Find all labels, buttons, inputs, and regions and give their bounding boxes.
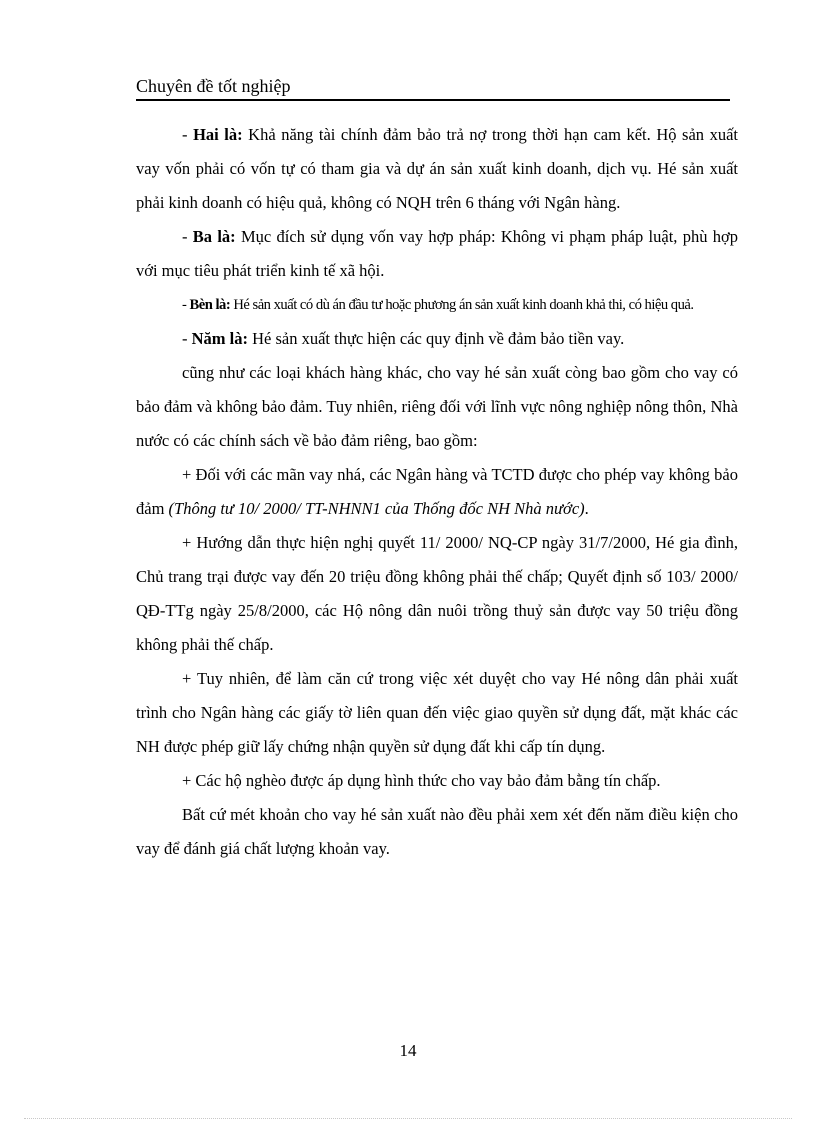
paragraph-small-loans <box>136 458 738 526</box>
paragraph-text: + Đối với các mãn vay nhá, các Ngân hàng và TCTD được cho phép vay không bảo đảm <box>136 465 738 518</box>
paragraph-condition-5: - Năm là: Hé sản xuất thực hiện các quy định về đảm bảo tiền vay. <box>182 329 625 348</box>
page-number: 14 <box>399 1041 417 1060</box>
citation-text: (Thông tư 10/ 2000/ TT-NHNN1 của Thống đốc NH Nhà nước) <box>168 499 585 518</box>
paragraph-conclusion: Bất cứ mét khoản cho vay hé sản xuất nào đều phải xem xét đến năm điều kiện cho vay để đánh giá chất lượng khoản vay. <box>136 805 738 858</box>
paragraph-label: Ba là: <box>192 227 236 246</box>
paragraph-land-documents: + Tuy nhiên, để làm căn cứ trong việc xét duyệt cho vay Hé nông dân phải xuất trình cho Ngân hàng các giấy tờ liên quan đến việc giao quyền sử dụng đất, mặt khác các NH được phép giữ lấy chứng nhận quyền sử dụng đất khi cấp tín dụng. <box>136 669 738 756</box>
paragraph-condition-3: - Ba là: Mục đích sử dụng vốn vay hợp pháp: Không vi phạm pháp luật, phù hợp với mục tiêu phát triển kinh tế xã hội. <box>136 227 738 280</box>
paragraph-end: . <box>584 499 589 518</box>
paragraph-text: Hé sản xuất thực hiện các quy định về đảm bảo tiền vay. <box>248 329 625 348</box>
paragraph-guarantee-intro: cũng như các loại khách hàng khác, cho vay hé sản xuất còng bao gồm cho vay có bảo đảm và không bảo đảm. Tuy nhiên, riêng đối với lĩnh vực nông nghiệp nông thôn, Nhà nước có các chính sách về bảo đảm riêng, bao gồm: <box>136 363 738 450</box>
paragraph-text: Hé sản xuất có dù án đầu tư hoặc phương án sản xuất kinh doanh khả thi, có hiệu quả. <box>230 297 694 313</box>
paragraph-poor-households: + Các hộ nghèo được áp dụng hình thức cho vay bảo đảm bằng tín chấp. <box>182 771 661 790</box>
paragraph-label: Năm là: <box>191 329 248 348</box>
paragraph-resolution-guidance: + Hướng dẫn thực hiện nghị quyết 11/ 2000/ NQ-CP ngày 31/7/2000, Hé gia đình, Chủ trang trại được vay đến 20 triệu đồng không phải thế chấp; Quyết định số 103/ 2000/ QĐ-TTg ngày 25/8/2000, các Hộ nông dân nuôi trồng thuỷ sản được vay 50 triệu đồng không phải thế chấp. <box>136 533 738 654</box>
paragraph-condition-4: - Bèn là: Hé sản xuất có dù án đầu tư hoặc phương án sản xuất kinh doanh khả thi, có hiệu quả. <box>182 297 694 313</box>
page-header <box>136 76 730 101</box>
paragraph-condition-2: - Hai là: Khả năng tài chính đảm bảo trả nợ trong thời hạn cam kết. Hộ sản xuất vay vốn phải có vốn tự có tham gia và dự án sản xuất kinh doanh, dịch vụ. Hé sản xuất phải kinh doanh có hiệu quả, không có NQH trên 6 tháng với Ngân hàng. <box>136 125 739 212</box>
paragraph-text: Mục đích sử dụng vốn vay hợp pháp: Không vi phạm pháp luật, phù hợp với mục tiêu phát triển kinh tế xã hội. <box>136 227 738 280</box>
paragraph-label: Bèn là: <box>189 297 231 313</box>
document-body <box>136 118 738 866</box>
header-title: Chuyên đề tốt nghiệp <box>136 76 291 96</box>
page-bottom-divider <box>24 1118 792 1119</box>
paragraph-label: Hai là: <box>193 125 243 144</box>
paragraph-text: Khả năng tài chính đảm bảo trả nợ trong thời hạn cam kết. Hộ sản xuất vay vốn phải có vốn tự có tham gia và dự án sản xuất kinh doanh, dịch vụ. Hé sản xuất phải kinh doanh có hiệu quả, không có NQH trên 6 tháng với Ngân hàng. <box>136 125 739 212</box>
